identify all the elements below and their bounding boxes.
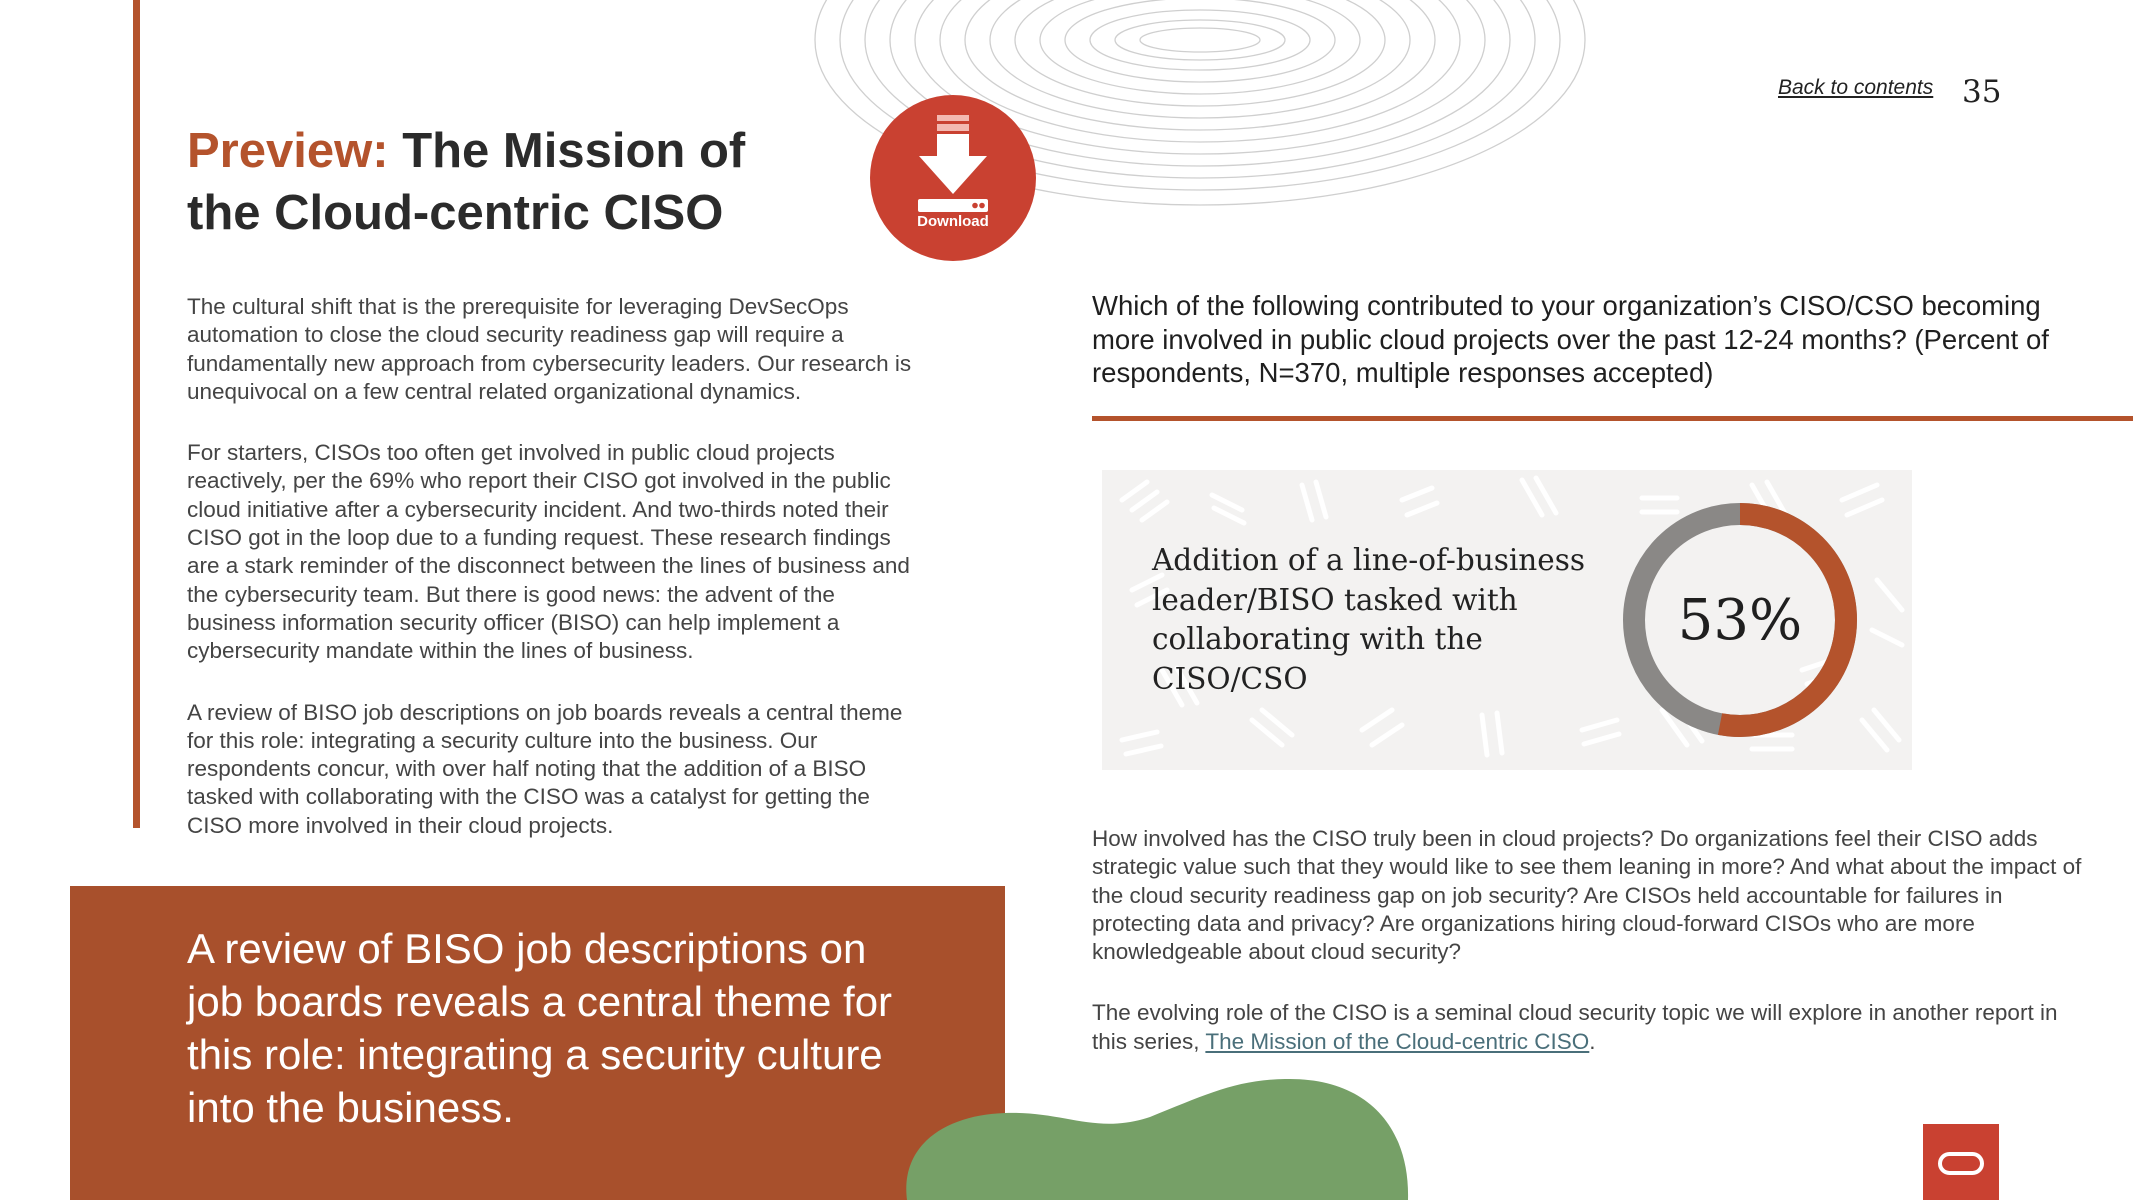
body-text-right [1092, 825, 2092, 1089]
green-blob-decoration [905, 1075, 1415, 1200]
stat-value: 53% [1677, 588, 1803, 653]
download-icon [870, 95, 1036, 261]
logo-ring [1938, 1152, 1984, 1175]
back-to-contents-link[interactable]: Back to contents [1778, 76, 1934, 99]
title-line2: the Cloud-centric CISO [187, 186, 724, 240]
stat-label: Addition of a line-of-business leader/BISO tasked with collaborating with the CISO/CSO [1152, 543, 1586, 696]
body-right-paragraph-1: How involved has the CISO truly been in cloud projects? Do organizations feel their CISO adds strategic value such that they would like to see them leaning in more? And what about the impact of the cloud security readiness gap on job security? Are CISOs held accountable for failures in protecting data and privacy? Are organizations hiring cloud-forward CISOs who are more knowledgeable about cloud security? [1092, 826, 2082, 965]
accent-bar [133, 0, 140, 828]
title-accent: Preview: [187, 124, 389, 178]
question-divider [1092, 416, 2133, 421]
page-number: 35 [1962, 74, 2002, 110]
body-right-p2-text: The evolving role of the CISO is a seminal cloud security topic we will explore in another report in this series, [1092, 1000, 2058, 1054]
body-paragraph-1: The cultural shift that is the prerequisite for leveraging DevSecOps automation to close the cloud security readiness gap will require a fundamentally new approach from cybersecurity leaders. Our research is unequivocal on a few central related organizational dynamics. [187, 294, 912, 404]
pull-quote: A review of BISO job descriptions on job boards reveals a central theme for this role: integrating a security culture into the business. [187, 925, 893, 1131]
body-paragraph-3: A review of BISO job descriptions on job boards reveals a central theme for this role: integrating a security culture into the business. Our respondents concur, with over half noting that the addition of a BISO tasked with collaborating with the CISO was a catalyst for getting the CISO more involved in their cloud projects. [187, 699, 903, 838]
download-button[interactable] [870, 95, 1036, 261]
mission-report-link[interactable]: The Mission of the Cloud-centric CISO [1205, 1028, 1590, 1054]
title-line1: The Mission of [402, 124, 746, 178]
body-text-left [187, 293, 917, 873]
survey-question: Which of the following contributed to your organization’s CISO/CSO becoming more involved in public cloud projects over the past 12-24 months? (Percent of respondents, N=370, multiple responses accepted) [1092, 290, 2049, 388]
body-right-paragraph-2 [1092, 999, 2092, 1056]
body-paragraph-2: For starters, CISOs too often get involved in public cloud projects reactively, per the 69% who report their CISO got involved in the public cloud initiative after a cybersecurity incident. And two-thirds noted their CISO got in the loop due to a funding request. These research findings are a stark reminder of the disconnect between the lines of business and the cybersecurity team. But there is good news: the advent of the business information security officer (BISO) can help implement a cybersecurity mandate within the lines of business. [187, 440, 910, 664]
body-right-p2-suffix: . [1589, 1028, 1596, 1054]
page-title [187, 120, 745, 244]
download-label: Download [917, 213, 989, 230]
oracle-logo-icon[interactable] [1923, 1124, 1999, 1200]
